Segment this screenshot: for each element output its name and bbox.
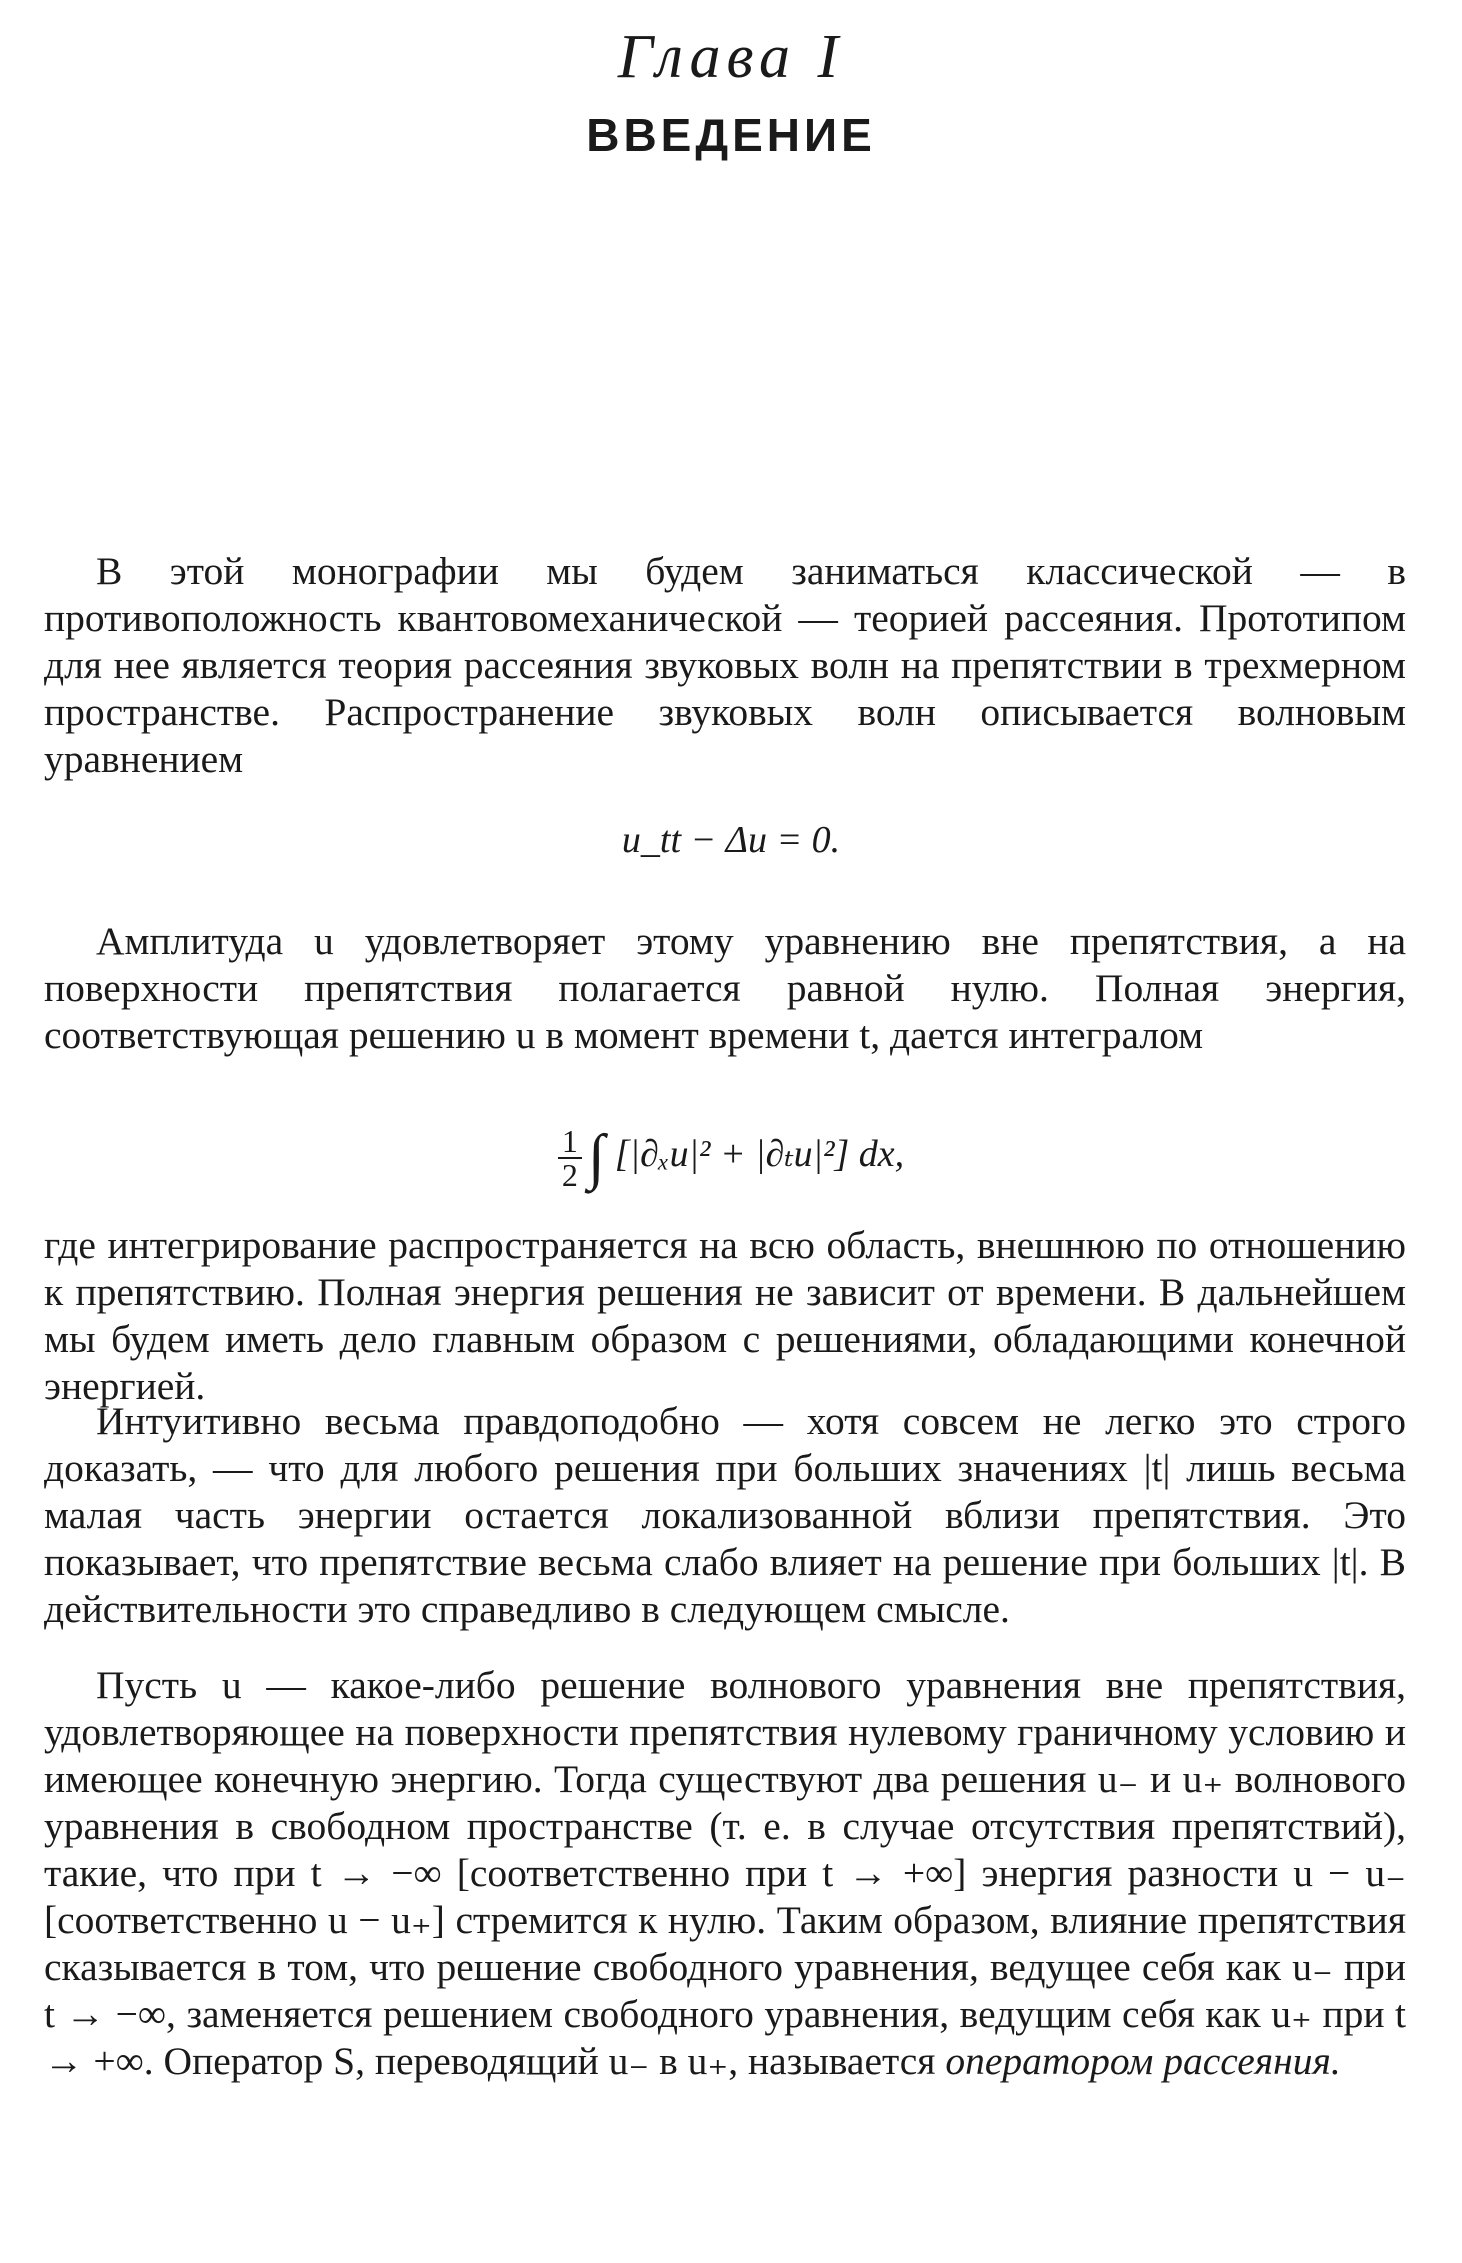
integral-sign: ∫ (587, 1123, 605, 1191)
chapter-title: ВВЕДЕНИЕ (586, 109, 876, 161)
chapter-label: Глава I (617, 23, 845, 91)
fraction-denominator: 2 (561, 1156, 578, 1193)
paragraph-amplitude: Амплитуда u удовлетворяет этому уравнению вне препятствия, а на поверхности препятствия полагается равной нулю. Полная энергия, соответствующая решению u в момент времени t, дается интегралом (44, 919, 1406, 1057)
fraction-numerator: 1 (558, 1125, 582, 1159)
paragraph-intuition: Интуитивно весьма правдоподобно — хотя совсем не легко это строго доказать, — что для любого решения при больших значениях |t| лишь весьма малая часть энергии остается локализованной вблизи препятствия. Это показывает, что препятствие весьма слабо влияет на решение при больших |t|. В действительности это справедливо в следующем смысле. (44, 1399, 1406, 1631)
scattering-operator-term: оператором рассеяния. (945, 2039, 1341, 2083)
wave-equation-formula: u_tt − Δu = 0. (621, 819, 841, 861)
energy-integral-formula (0, 1122, 1462, 1193)
paragraph-integration-domain: где интегрирование распространяется на всю область, внешнюю по отношению к препятствию. Полная энергия решения не зависит от времени. В дальнейшем мы будем иметь дело главным образом с решениями, обладающими конечной энергией. (44, 1223, 1406, 1408)
one-half-fraction (558, 1122, 582, 1193)
paragraph-scattering-operator (44, 1662, 1406, 2085)
paragraph-intro: В этой монографии мы будем заниматься классической — в противоположность квантовомеханической — теорией рассеяния. Прототипом для нее является теория рассеяния звуковых волн на препятствии в трехмерном пространстве. Распространение звуковых волн описывается волновым уравнением (44, 549, 1406, 781)
scattering-paragraph-text: Пусть u — какое-либо решение волнового уравнения вне препятствия, удовлетворяющее на поверхности препятствия нулевому граничному условию и имеющее конечную энергию. Тогда существуют два решения u₋ и u₊ волнового уравнения в свободном пространстве (т. е. в случае отсутствия препятствий), такие, что при t → −∞ [соответственно при t → +∞] энергия разности u − u₋ [соответственно u − u₊] стремится к нулю. Таким образом, влияние препятствия сказывается в том, что решение свободного уравнения, ведущее себя как u₋ при t → −∞, заменяется решением свободного уравнения, ведущим себя как u₊ при t → +∞. Оператор S, переводящий u₋ в u₊, называется (44, 1663, 1406, 2083)
energy-integrand: [|∂ₓu|² + |∂ₜu|²] dx, (614, 1133, 905, 1176)
